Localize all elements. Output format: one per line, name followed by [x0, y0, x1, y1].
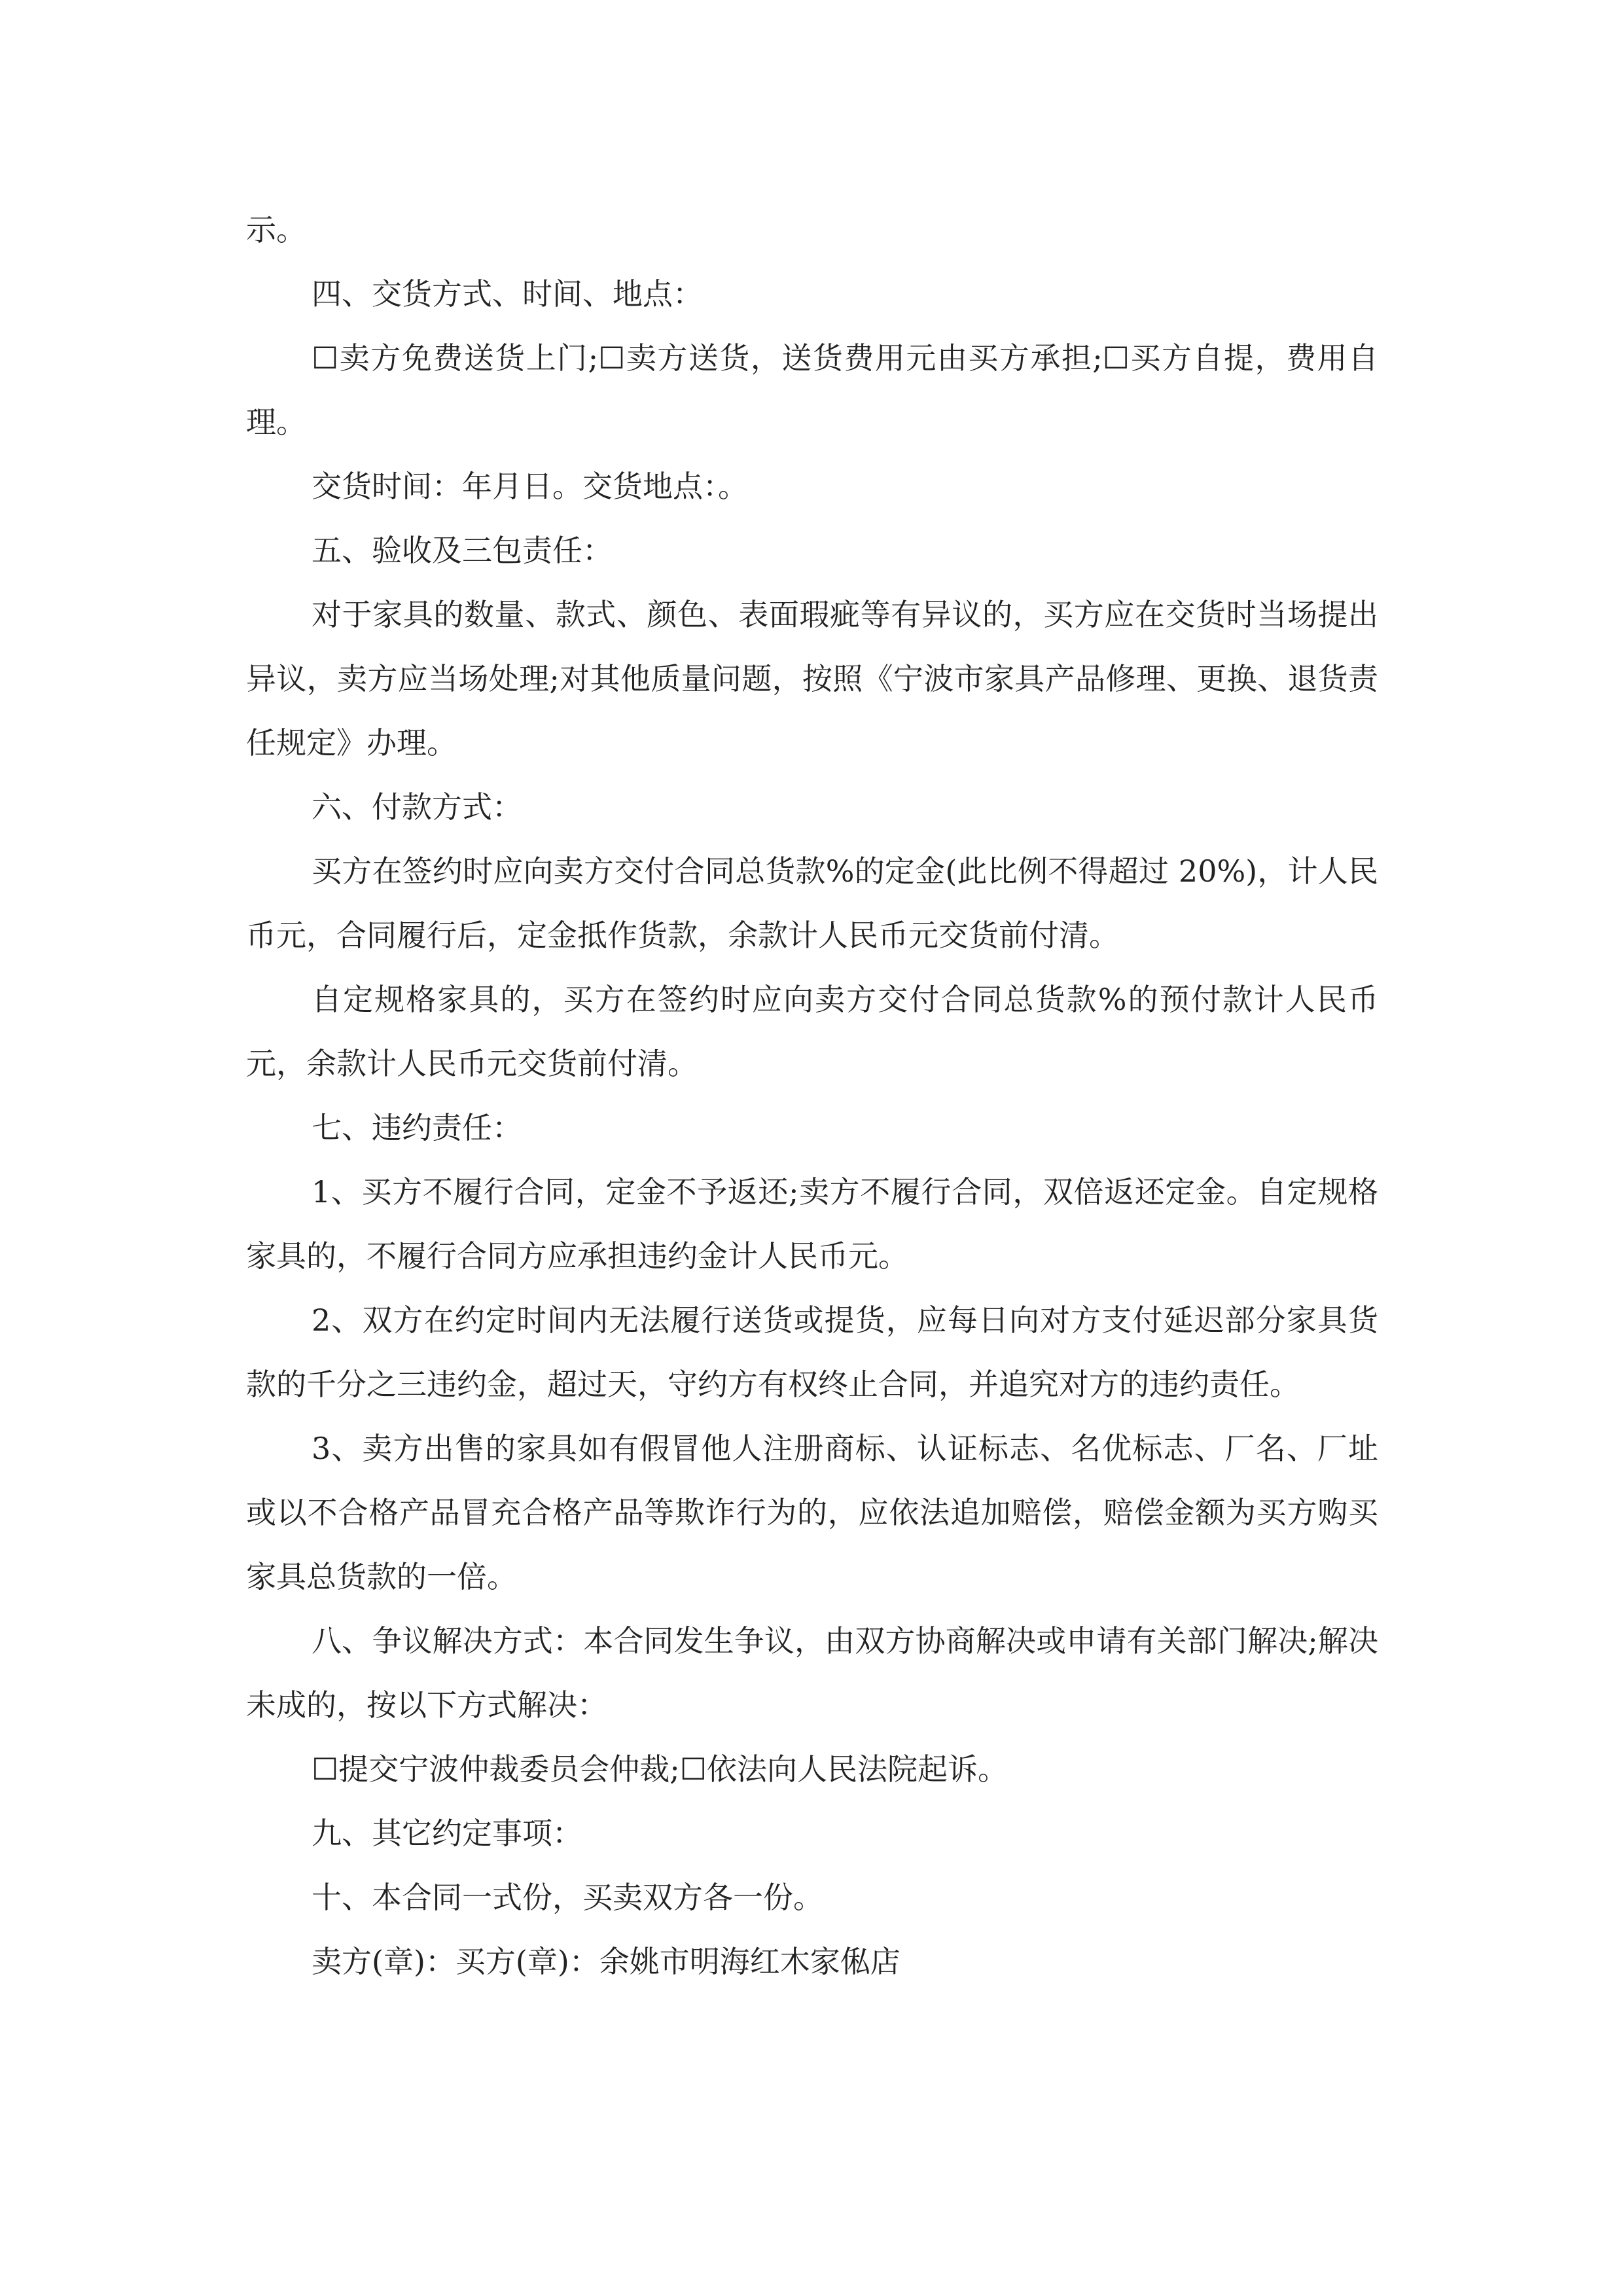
paragraph-dispute-resolution: 八、争议解决方式：本合同发生争议，由双方协商解决或申请有关部门解决;解决未成的，按以下方式解决： [246, 1623, 1378, 1723]
paragraph-liability-1: 1、买方不履行合同，定金不予返还;卖方不履行合同，双倍返还定金。自定规格家具的，不履行合同方应承担违约金计人民币元。 [246, 1174, 1378, 1274]
section-heading-liability: 七、违约责任： [312, 1110, 522, 1145]
paragraph-payment-deposit: 买方在签约时应向卖方交付合同总货款%的定金(此比例不得超过 20%)，计人民币元，合同履行后，定金抵作货款，余款计人民币元交货前付清。 [246, 853, 1378, 953]
paragraph-signatures: 卖方(章)：买方(章)：余姚市明海红木家俬店 [312, 1944, 901, 1979]
paragraph-liability-3: 3、卖方出售的家具如有假冒他人注册商标、认证标志、名优标志、厂名、厂址或以不合格产品冒充合格产品等欺诈行为的，应依法追加赔偿，赔偿金额为买方购买家具总货款的一倍。 [246, 1431, 1378, 1594]
paragraph-delivery-options: ☐卖方免费送货上门;☐卖方送货，送货费用元由买方承担;☐买方自提，费用自理。 [246, 340, 1378, 440]
paragraph-acceptance-terms: 对于家具的数量、款式、颜色、表面瑕疵等有异议的，买方应在交货时当场提出异议，卖方应当场处理;对其他质量问题，按照《宁波市家具产品修理、更换、退货责任规定》办理。 [246, 597, 1378, 761]
paragraph-delivery-time-place: 交货时间：年月日。交货地点：。 [312, 469, 748, 504]
contract-body [246, 198, 1378, 1994]
paragraph-payment-custom: 自定规格家具的，买方在签约时应向卖方交付合同总货款%的预付款计人民币元，余款计人民币元交货前付清。 [246, 982, 1378, 1081]
paragraph-continuation: 示。 [246, 212, 306, 247]
section-heading-payment: 六、付款方式： [312, 789, 522, 825]
section-heading-delivery: 四、交货方式、时间、地点： [312, 276, 703, 312]
paragraph-copies: 十、本合同一式份，买卖双方各一份。 [312, 1880, 823, 1915]
paragraph-liability-2: 2、双方在约定时间内无法履行送货或提货，应每日向对方支付延迟部分家具货款的千分之三违约金，超过天，守约方有权终止合同，并追究对方的违约责任。 [246, 1302, 1378, 1402]
section-heading-other-terms: 九、其它约定事项： [312, 1816, 582, 1851]
paragraph-dispute-options: ☐提交宁波仲裁委员会仲裁;☐依法向人民法院起诉。 [312, 1751, 1008, 1787]
section-heading-acceptance: 五、验收及三包责任： [312, 533, 613, 568]
